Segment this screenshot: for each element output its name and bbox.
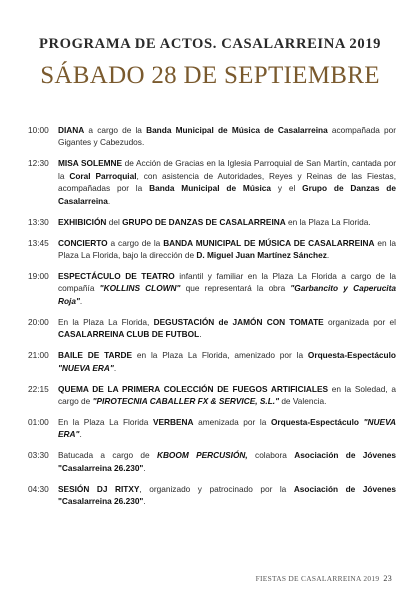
event-description xyxy=(58,384,396,406)
event-description xyxy=(58,417,396,439)
event-text: a cargo de la xyxy=(107,237,164,248)
event-text: Batucada a cargo de xyxy=(58,450,157,461)
event-description xyxy=(58,450,396,472)
event-highlight: "Garbancito y Caperucita Roja" xyxy=(58,283,396,306)
event-description xyxy=(58,271,396,306)
event-text: . xyxy=(143,496,146,507)
event-highlight: MISA SOLEMNE xyxy=(58,158,123,169)
event-text: en la Soledad, a cargo de xyxy=(58,383,396,407)
event-highlight: GRUPO DE DANZAS DE CASALARREINA xyxy=(122,216,286,227)
event-highlight: CONCIERTO xyxy=(58,237,108,248)
event-highlight: VERBENA xyxy=(152,417,194,428)
event-text: a cargo de la xyxy=(84,125,147,135)
event-text: . xyxy=(199,329,202,340)
event-entry xyxy=(28,270,396,307)
event-time: 03:30 xyxy=(28,450,49,461)
event-highlight: BAILE DE TARDE xyxy=(58,350,133,361)
event-text: en la Plaza La Florida, amenizado por la xyxy=(132,350,308,361)
event-text: y el xyxy=(271,183,303,194)
page-header xyxy=(0,36,420,90)
event-entry xyxy=(28,124,396,149)
event-highlight: Grupo de Danzas de Casalarreina xyxy=(58,183,396,206)
event-text: colabora xyxy=(247,450,295,461)
event-text: . xyxy=(79,429,82,440)
event-time: 12:30 xyxy=(28,158,49,169)
event-entry xyxy=(28,383,396,408)
page-number: 23 xyxy=(383,574,392,583)
event-time: 04:30 xyxy=(28,483,49,494)
event-highlight: "KOLLINS CLOWN" xyxy=(99,283,181,294)
event-highlight: Banda Municipal de Música xyxy=(149,183,272,194)
event-time: 20:00 xyxy=(28,316,49,327)
event-time: 13:30 xyxy=(28,216,49,227)
event-time: 21:00 xyxy=(28,350,49,361)
event-highlight: "NUEVA ERA" xyxy=(58,417,396,440)
event-text: . xyxy=(79,295,83,306)
event-text: . xyxy=(143,462,146,473)
day-title: SÁBADO 28 DE SEPTIEMBRE xyxy=(40,62,380,89)
event-text: amenizada por la xyxy=(193,417,271,428)
footer-label: FIESTAS DE CASALARREINA 2019 xyxy=(255,574,380,583)
event-time: 10:00 xyxy=(28,125,49,135)
event-description xyxy=(58,125,396,147)
event-entry xyxy=(28,349,396,374)
event-highlight: "NUEVA ERA" xyxy=(58,362,114,373)
event-text: . xyxy=(113,362,117,373)
event-highlight: DEGUSTACIÓN de JAMÓN CON TOMATE xyxy=(153,316,324,327)
event-highlight: Coral Parroquial xyxy=(69,170,137,181)
event-entry xyxy=(28,416,396,441)
event-highlight: Asociación de Jóvenes "Casalarreina 26.230" xyxy=(58,450,397,473)
event-highlight: D. Miguel Juan Martínez Sánchez xyxy=(196,250,327,261)
event-highlight: DIANA xyxy=(58,125,85,135)
event-highlight: Banda Municipal de Música de Casalarreina xyxy=(146,125,328,135)
event-text: En la Plaza La Florida xyxy=(58,417,153,428)
event-text: de Valencia. xyxy=(279,396,327,407)
event-highlight: Asociación de Jóvenes "Casalarreina 26.230" xyxy=(58,483,396,507)
event-text: organizada por el xyxy=(323,316,397,327)
event-time: 13:45 xyxy=(28,237,49,248)
event-time: 22:15 xyxy=(28,383,49,394)
event-description xyxy=(58,484,396,506)
event-description xyxy=(58,238,396,260)
page-footer xyxy=(256,574,392,583)
event-text: en la Plaza La Florida. xyxy=(285,216,371,227)
event-description xyxy=(58,350,396,372)
event-description xyxy=(58,317,396,339)
event-text: , con asistencia de Autoridades, Reyes y Reinas de las Fiestas, acompañadas por la xyxy=(58,170,396,194)
event-text: que representará la obra xyxy=(180,283,291,294)
event-schedule xyxy=(28,124,396,516)
event-entry xyxy=(28,483,396,508)
event-text: . xyxy=(107,195,111,206)
event-highlight: ESPECTÁCULO DE TEATRO xyxy=(58,271,175,282)
event-time: 19:00 xyxy=(28,271,49,282)
event-highlight: KBOOM PERCUSIÓN, xyxy=(156,450,248,461)
event-description xyxy=(58,158,396,205)
event-highlight: "PIROTECNIA CABALLER FX & SERVICE, S.L." xyxy=(92,396,280,407)
event-text: acompañada por Gigantes y Cabezudos. xyxy=(58,125,396,148)
event-entry xyxy=(28,216,396,228)
event-entry xyxy=(28,316,396,341)
event-text: . xyxy=(326,250,330,261)
event-highlight: BANDA MUNICIPAL DE MÚSICA DE CASALARREINA xyxy=(163,237,375,248)
event-description xyxy=(58,217,371,227)
event-text: de Acción de Gracias en la Iglesia Parroquial de San Martín, cantada por la xyxy=(58,158,396,181)
program-title: PROGRAMA DE ACTOS. CASALARREINA 2019 xyxy=(38,36,382,52)
event-highlight: Orquesta-Espectáculo xyxy=(307,350,396,361)
event-text: En la Plaza La Florida, xyxy=(58,316,154,327)
event-time: 01:00 xyxy=(28,417,49,428)
event-entry xyxy=(28,449,396,474)
event-text: infantil y familiar en la Plaza La Florida a cargo de la compañía xyxy=(58,271,396,294)
event-highlight: SESIÓN DJ RITXY xyxy=(58,483,140,494)
event-highlight: QUEMA DE LA PRIMERA COLECCIÓN DE FUEGOS ARTIFICIALES xyxy=(58,383,329,394)
event-entry xyxy=(28,157,396,207)
event-highlight: CASALARREINA CLUB DE FUTBOL xyxy=(58,329,200,340)
event-text: del xyxy=(106,216,123,227)
event-text: , organizado y patrocinado por la xyxy=(139,483,294,494)
event-entry xyxy=(28,237,396,262)
event-text: en la Plaza La Florida, bajo la dirección de xyxy=(58,237,396,261)
event-highlight: EXHIBICIÓN xyxy=(58,216,107,227)
event-highlight: Orquesta-Espectáculo xyxy=(270,417,360,428)
